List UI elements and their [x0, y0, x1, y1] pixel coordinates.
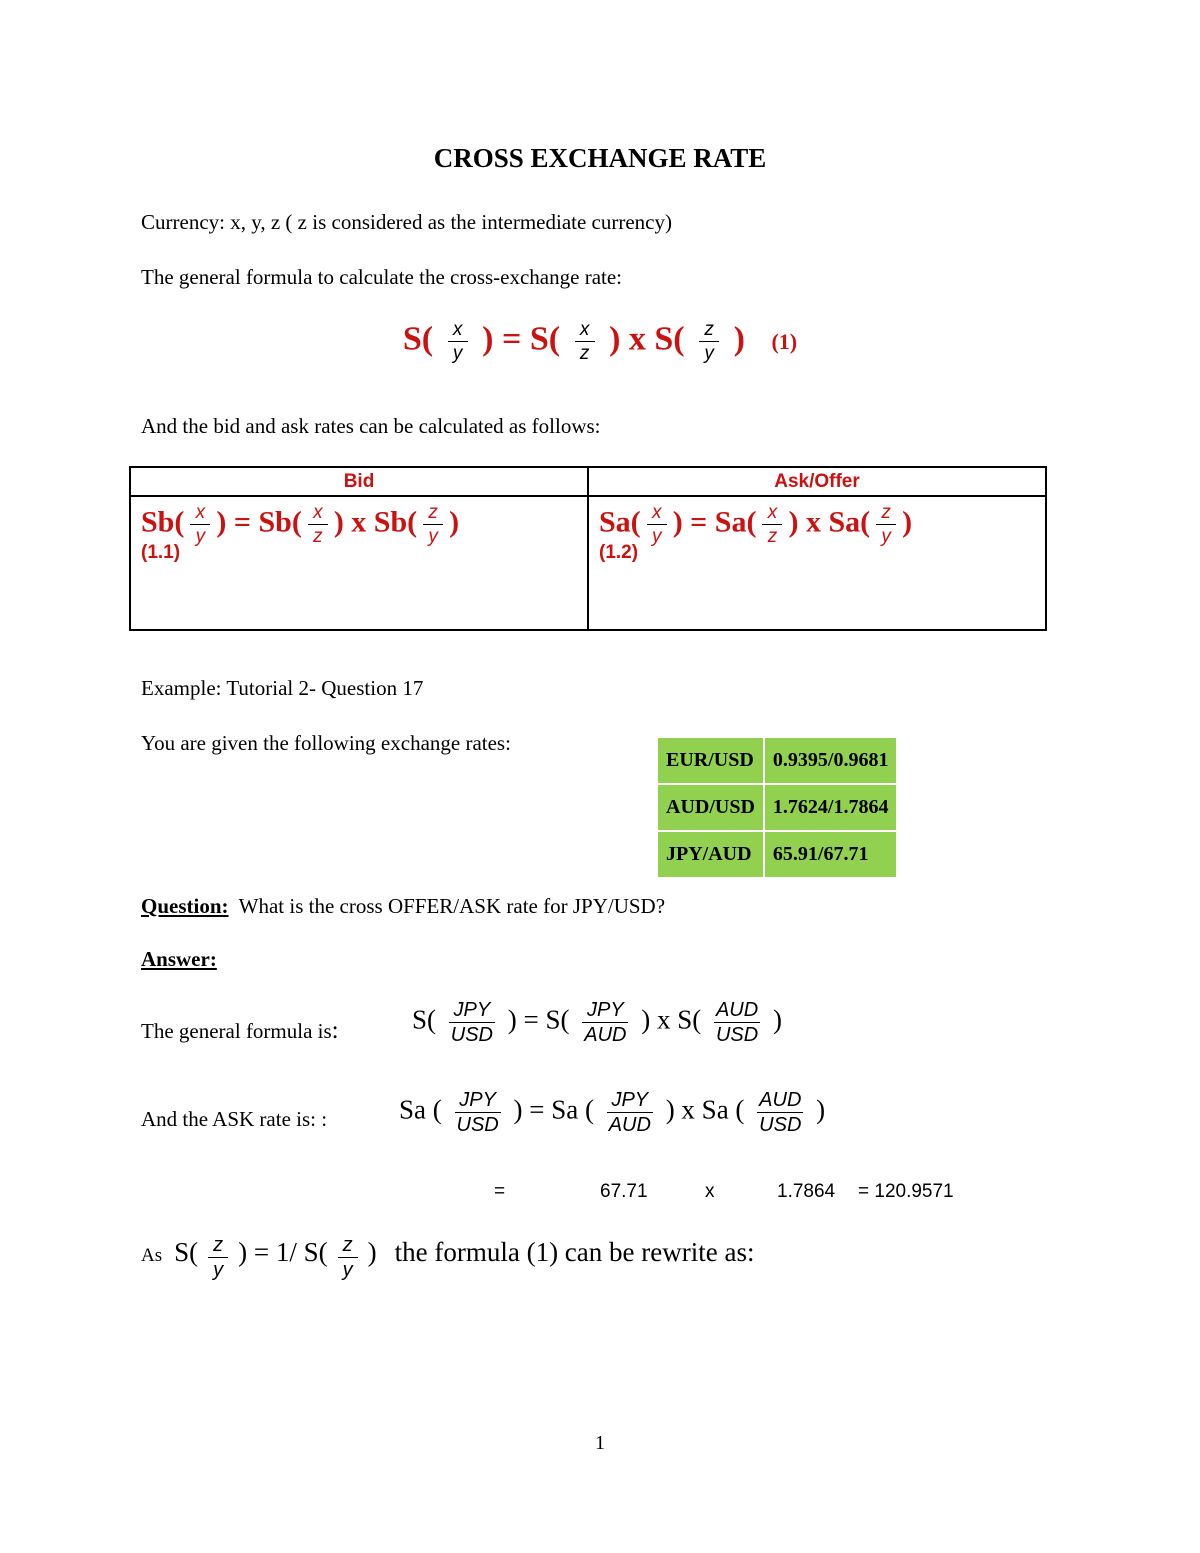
currency-line: Currency: x, y, z ( z is considered as the intermediate currency) — [141, 210, 672, 234]
calc-operand-b: 1.7864 — [777, 1181, 836, 1202]
calc-result: = 120.9571 — [858, 1181, 954, 1202]
calc-equals: = — [494, 1181, 506, 1202]
question-line — [141, 894, 665, 919]
calc-times: x — [705, 1181, 715, 1202]
ask-header: Ask/Offer — [588, 467, 1046, 496]
rate-value: 0.9395/0.9681 — [764, 737, 898, 784]
rate-pair: JPY/AUD — [657, 831, 764, 878]
general-formula: S( $\frac{\text{JPY}}{\text{USD}}$ ) = S( $\frac{\text{JPY}}{\text{AUD}}$ ) x S( $\frac{\text{AUD}}{\text{USD}}$ ) — [412, 999, 782, 1046]
calc-operand-a: 67.71 — [600, 1181, 648, 1202]
rate-pair: EUR/USD — [657, 737, 764, 784]
fraction-x-over-z: $\frac{x}{z}$ — [575, 320, 595, 363]
rate-value: 1.7624/1.7864 — [764, 784, 898, 831]
example-heading: Example: Tutorial 2- Question 17 — [141, 676, 424, 700]
formula-number: (1) — [771, 329, 798, 355]
page-title: CROSS EXCHANGE RATE — [433, 143, 767, 173]
rate-value: 65.91/67.71 — [764, 831, 898, 878]
question-text: What is the cross OFFER/ASK rate for JPY/USD? — [238, 894, 666, 918]
table-row — [657, 831, 897, 878]
ask-formula-cell: Sa( $\frac{x}{y}$ ) = Sa( $\frac{x}{z}$ ) x Sa( $\frac{z}{y}$ ) (1.2) — [588, 496, 1046, 630]
rate-pair: AUD/USD — [657, 784, 764, 831]
bid-ask-table — [129, 466, 1047, 631]
cross-rate-formula: S( $\frac{x}{y}$ ) = S( $\frac{x}{z}$ ) x S( $\frac{z}{y}$ ) (1) — [402, 319, 798, 364]
table-row — [657, 737, 897, 784]
fraction-x-over-y: $\frac{x}{y}$ — [448, 320, 468, 363]
page-number: 1 — [595, 1432, 605, 1454]
bid-ask-intro: And the bid and ask rates can be calculated as follows: — [141, 414, 601, 438]
given-rates-line: You are given the following exchange rates: — [141, 731, 511, 755]
bid-formula-number: (1.1) — [141, 542, 181, 563]
general-formula-label: The general formula is: — [141, 1017, 339, 1044]
general-formula-intro: The general formula to calculate the cross-exchange rate: — [141, 265, 623, 289]
ask-rate-label: And the ASK rate is: : — [141, 1107, 328, 1131]
fraction-z-over-y: $\frac{z}{y}$ — [699, 320, 719, 363]
bid-header: Bid — [130, 467, 588, 496]
table-row — [657, 784, 897, 831]
question-label: Question: — [141, 894, 229, 918]
ask-formula-number: (1.2) — [599, 542, 639, 563]
exchange-rates-table — [656, 736, 898, 879]
bid-formula-cell: Sb( $\frac{x}{y}$ ) = Sb( $\frac{x}{z}$ ) x Sb( $\frac{z}{y}$ ) (1.1) — [130, 496, 588, 630]
answer-label: Answer: — [141, 947, 217, 971]
ask-rate-formula: Sa ( $\frac{\text{JPY}}{\text{USD}}$ ) = Sa ( $\frac{\text{JPY}}{\text{AUD}}$ ) x Sa ( $\frac{\text{AUD}}{\text{USD}}$ ) — [399, 1089, 826, 1136]
rewrite-line: As S( $\frac{z}{y}$ ) = 1/ S( $\frac{z}{y}$ ) the formula (1) can be rewrite as: — [141, 1234, 755, 1281]
